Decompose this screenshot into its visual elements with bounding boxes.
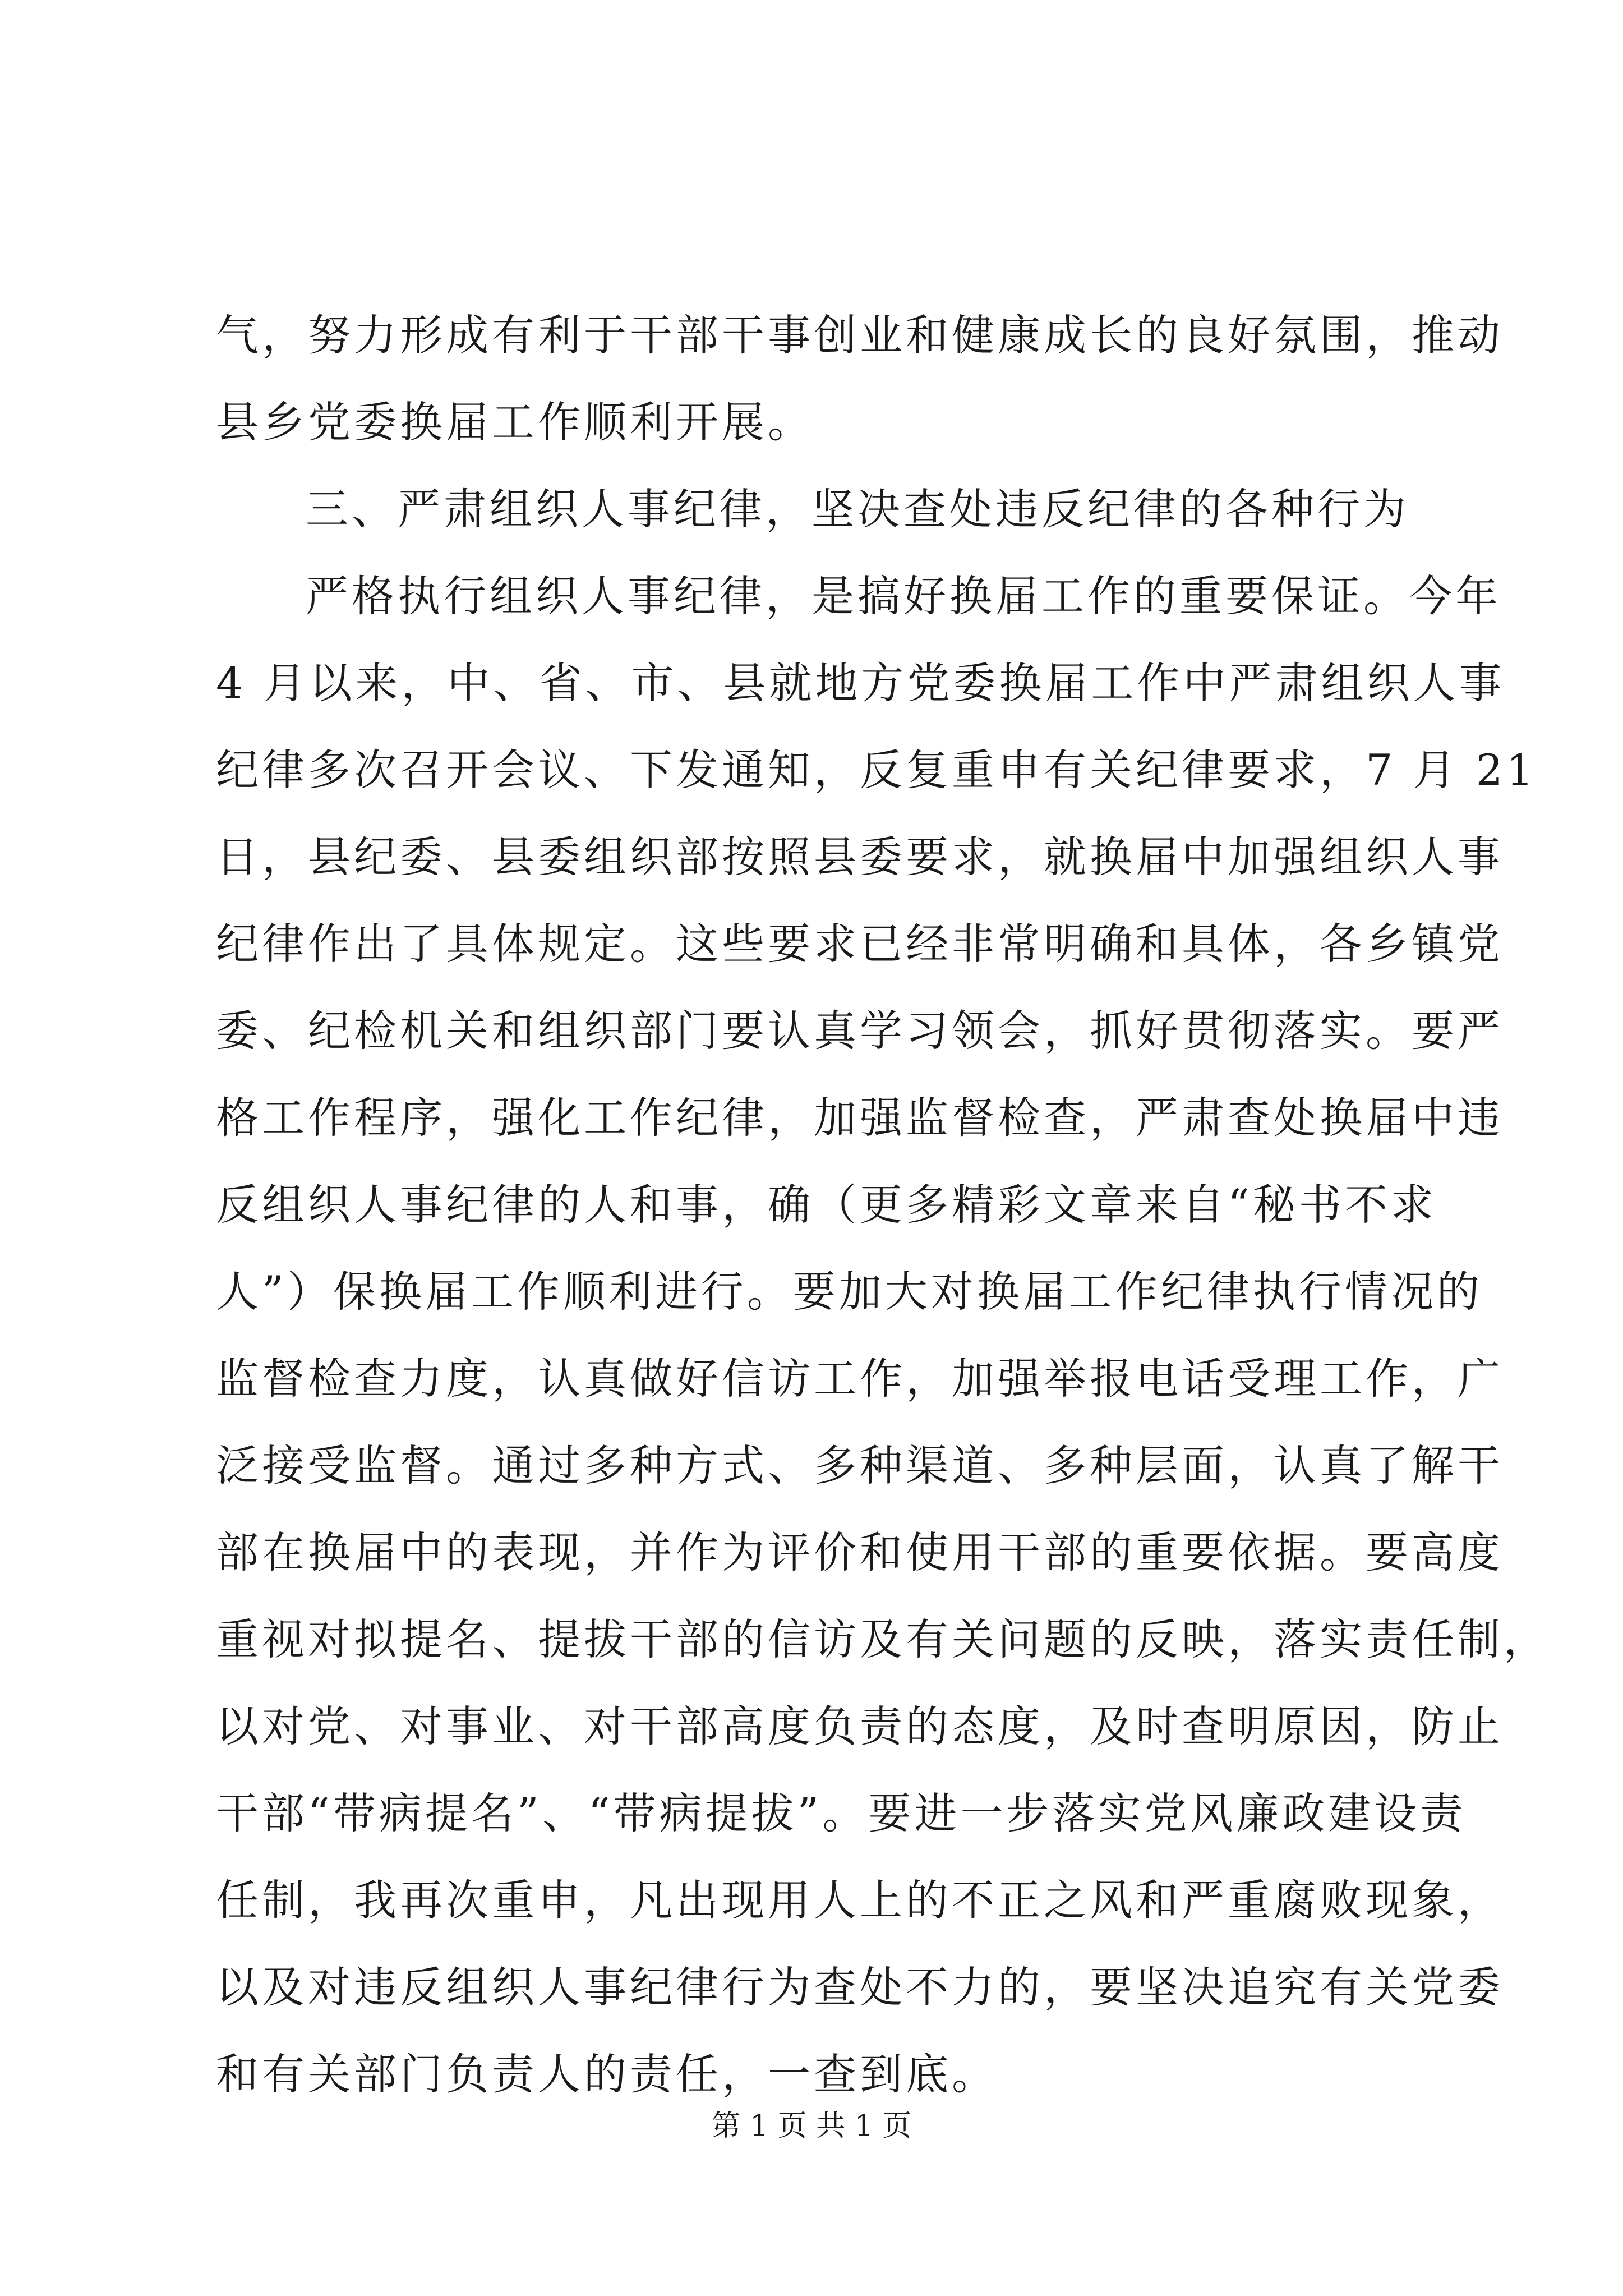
paragraph-line: 纪律多次召开会议、下发通知，反复重申有关纪律要求，7 月 21 bbox=[216, 745, 1537, 795]
section-heading: 三、严肃组织人事纪律，坚决查处违反纪律的各种行为 bbox=[306, 484, 1409, 534]
paragraph-line: 部在换届中的表现，并作为评价和使用干部的重要依据。要高度 bbox=[216, 1527, 1504, 1577]
paragraph-line: 县乡党委换届工作顺利开展。 bbox=[216, 397, 814, 447]
paragraph-line: 监督检查力度，认真做好信访工作，加强举报电话受理工作，广 bbox=[216, 1354, 1504, 1404]
paragraph-line: 和有关部门负责人的责任，一查到底。 bbox=[216, 2049, 998, 2099]
paragraph-line: 泛接受监督。通过多种方式、多种渠道、多种层面，认真了解干 bbox=[216, 1441, 1504, 1490]
paragraph-line: 任制，我再次重申，凡出现用人上的不正之风和严重腐败现象， bbox=[216, 1875, 1504, 1925]
paragraph-line: 反组织人事纪律的人和事，确（更多精彩文章来自“秘书不求 bbox=[216, 1180, 1437, 1230]
page-number-footer: 第 1 页 共 1 页 bbox=[711, 2109, 912, 2143]
paragraph-line: 严格执行组织人事纪律，是搞好换届工作的重要保证。今年 bbox=[306, 571, 1501, 621]
paragraph-line: 日，县纪委、县委组织部按照县委要求，就换届中加强组织人事 bbox=[216, 832, 1504, 882]
document-body bbox=[216, 292, 1550, 2118]
paragraph-line: 以及对违反组织人事纪律行为查处不力的，要坚决追究有关党委 bbox=[216, 1962, 1504, 2012]
paragraph-line: 气，努力形成有利于干部干事创业和健康成长的良好氛围，推动 bbox=[216, 310, 1504, 360]
paragraph-line: 4 月以来，中、省、市、县就地方党委换届工作中严肃组织人事 bbox=[216, 658, 1505, 708]
paragraph-line: 以对党、对事业、对干部高度负责的态度，及时查明原因，防止 bbox=[216, 1701, 1504, 1751]
paragraph-line: 纪律作出了具体规定。这些要求已经非常明确和具体，各乡镇党 bbox=[216, 919, 1504, 969]
paragraph-line: 重视对拟提名、提拔干部的信访及有关问题的反映，落实责任制， bbox=[216, 1614, 1550, 1664]
paragraph-line: 委、纪检机关和组织部门要认真学习领会，抓好贯彻落实。要严 bbox=[216, 1006, 1504, 1056]
paragraph-line: 格工作程序，强化工作纪律，加强监督检查，严肃查处换届中违 bbox=[216, 1093, 1504, 1143]
paragraph-line: 人”）保换届工作顺利进行。要加大对换届工作纪律执行情况的 bbox=[216, 1267, 1483, 1317]
paragraph-line: 干部“带病提名”、“带病提拔”。要进一步落实党风廉政建设责 bbox=[216, 1788, 1467, 1838]
